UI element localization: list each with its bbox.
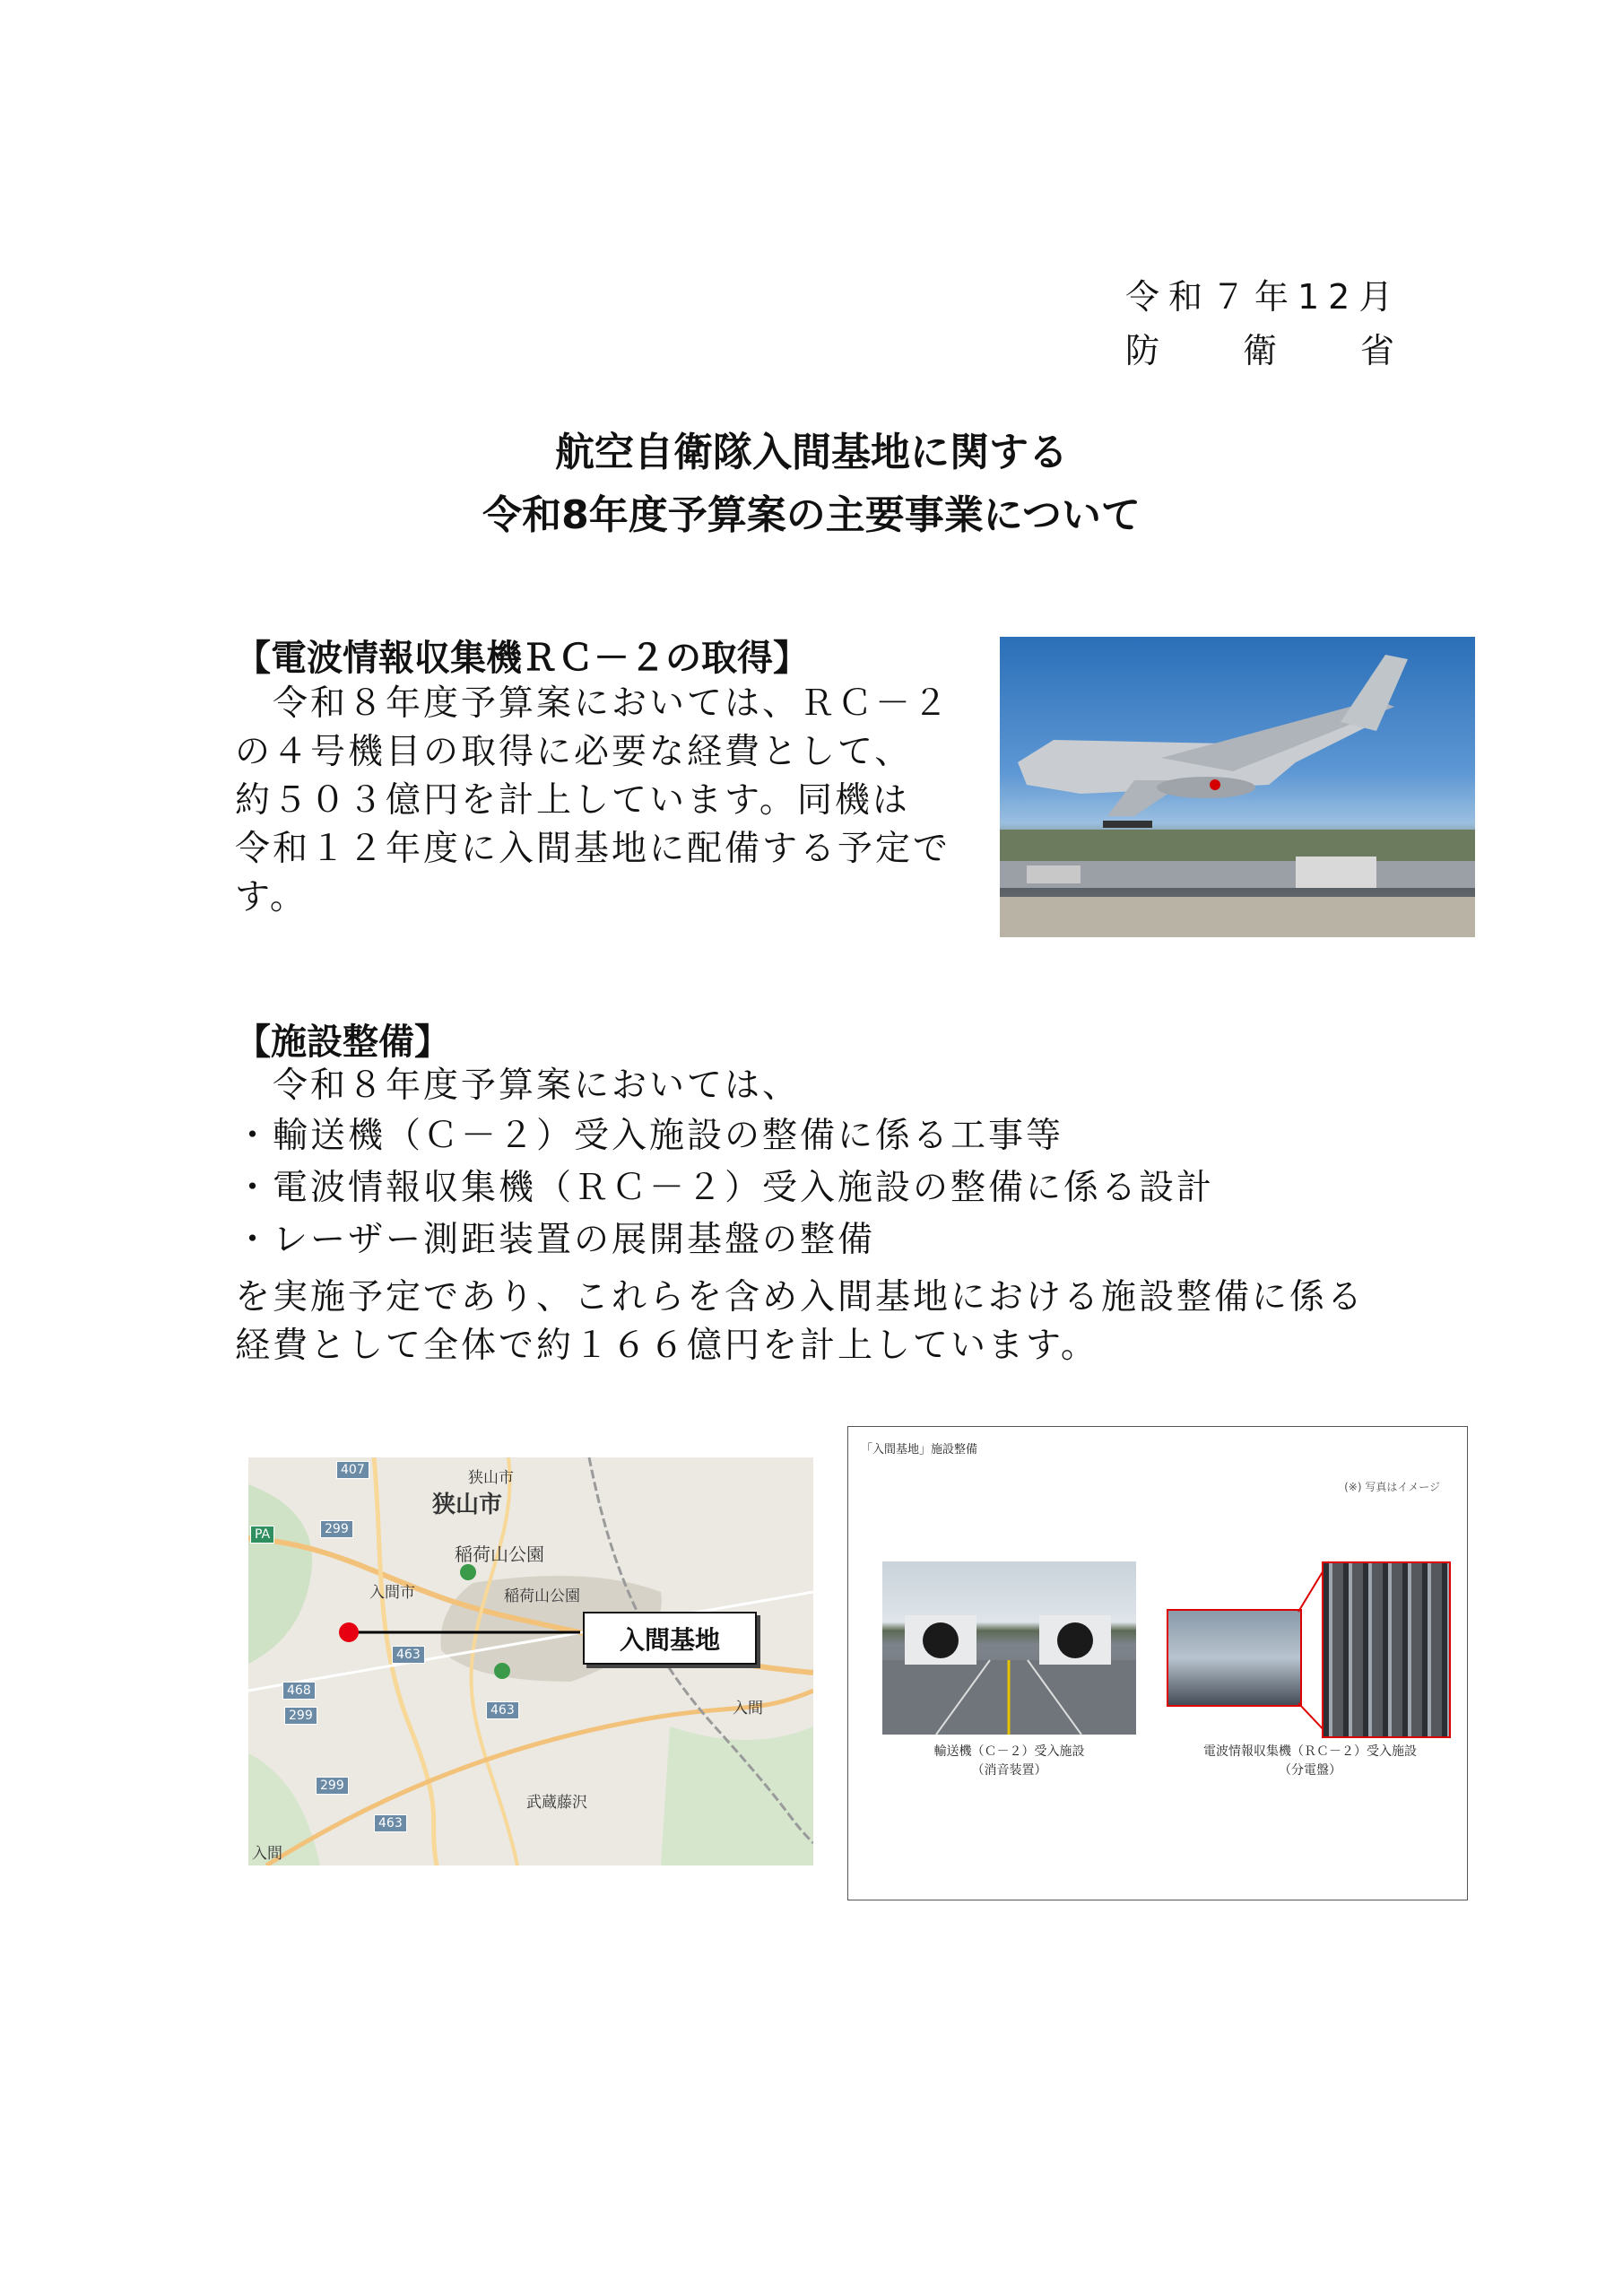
route-number: 463 xyxy=(392,1646,425,1664)
section2-closing-line: 経費として全体で約１６６億円を計上しています。 xyxy=(235,1326,1098,1366)
list-item: ・レーザー測距装置の展開基盤の整備 xyxy=(235,1220,876,1260)
slide-note: (※) 写真はイメージ xyxy=(1344,1481,1440,1493)
issuing-organization xyxy=(1125,323,1394,372)
section2-closing-line: を実施予定であり、これらを含め入間基地における施設整備に係る xyxy=(235,1277,1366,1318)
map-label: 稲荷山公園 xyxy=(455,1544,544,1565)
map-pa-badge: PA xyxy=(250,1526,274,1544)
section1-line: 約５０３億円を計上しています。同機は xyxy=(235,780,910,821)
section1-heading: 【電波情報収集機ＲＣ－２の取得】 xyxy=(235,638,809,679)
section2-closing xyxy=(235,1274,1365,1370)
map-label: 武蔵藤沢 xyxy=(526,1794,587,1812)
map-label: 入間市 xyxy=(369,1584,415,1602)
map-label: 稲荷山公園 xyxy=(504,1587,580,1605)
route-number: 463 xyxy=(374,1814,407,1832)
section1-line: 令和８年度予算案においては、ＲＣ－２ xyxy=(235,683,951,724)
slide-caption-rc2 xyxy=(1162,1743,1458,1780)
document-title xyxy=(0,422,1623,547)
aircraft-illustration xyxy=(1000,637,1475,937)
section1-line: の４号機目の取得に必要な経費として、 xyxy=(235,732,913,772)
title-line-1: 航空自衛隊入間基地に関する xyxy=(555,430,1068,475)
c2-facility-photo xyxy=(882,1561,1136,1735)
slide-title: 「入間基地」施設整備 xyxy=(861,1443,978,1457)
caption-line: 電波情報収集機（ＲＣ－２）受入施設 xyxy=(1203,1744,1417,1759)
rc2-facility-photo xyxy=(1167,1609,1302,1707)
org-char: 衛 xyxy=(1242,331,1277,370)
iruma-base-callout: 入間基地 xyxy=(583,1612,757,1665)
section2-heading: 【施設整備】 xyxy=(235,1022,450,1063)
route-number: 463 xyxy=(486,1701,519,1719)
map-label: 入間 xyxy=(252,1845,282,1863)
list-item: ・輸送機（Ｃ－２）受入施設の整備に係る工事等 xyxy=(235,1116,1064,1156)
section2-bullet-list xyxy=(235,1112,1214,1265)
route-number: 299 xyxy=(284,1707,317,1725)
list-item: ・電波情報収集機（ＲＣ－２）受入施設の整備に係る設計 xyxy=(235,1168,1215,1208)
caption-line: 輸送機（Ｃ－２）受入施設 xyxy=(933,1744,1085,1759)
title-line-2: 令和8年度予算案の主要事業について xyxy=(482,492,1141,538)
caption-line: （消音装置） xyxy=(971,1763,1047,1778)
map-label: 入間 xyxy=(733,1700,763,1718)
document-date: 令和７年12月 xyxy=(1125,277,1402,317)
org-char: 省 xyxy=(1359,331,1394,370)
route-number: 299 xyxy=(320,1520,353,1538)
map-city-label: 狭山市 xyxy=(432,1492,503,1518)
caption-line: （分電盤） xyxy=(1279,1763,1341,1778)
section1-line: す。 xyxy=(235,877,308,918)
rc2-aircraft-photo xyxy=(1000,637,1475,937)
slide-caption-c2 xyxy=(882,1743,1136,1780)
section2-intro: 令和８年度予算案においては、 xyxy=(235,1065,801,1106)
section1-line: 令和１２年度に入間基地に配備する予定で xyxy=(235,829,951,869)
distribution-board-photo xyxy=(1322,1561,1451,1738)
route-number: 299 xyxy=(316,1777,349,1795)
silencer-illustration xyxy=(882,1561,1136,1735)
org-char: 防 xyxy=(1125,331,1160,370)
facilities-slide xyxy=(847,1426,1468,1900)
route-number: 407 xyxy=(336,1461,369,1479)
section1-body xyxy=(235,680,979,922)
map-label: 狭山市 xyxy=(468,1469,514,1487)
route-number: 468 xyxy=(282,1682,316,1700)
